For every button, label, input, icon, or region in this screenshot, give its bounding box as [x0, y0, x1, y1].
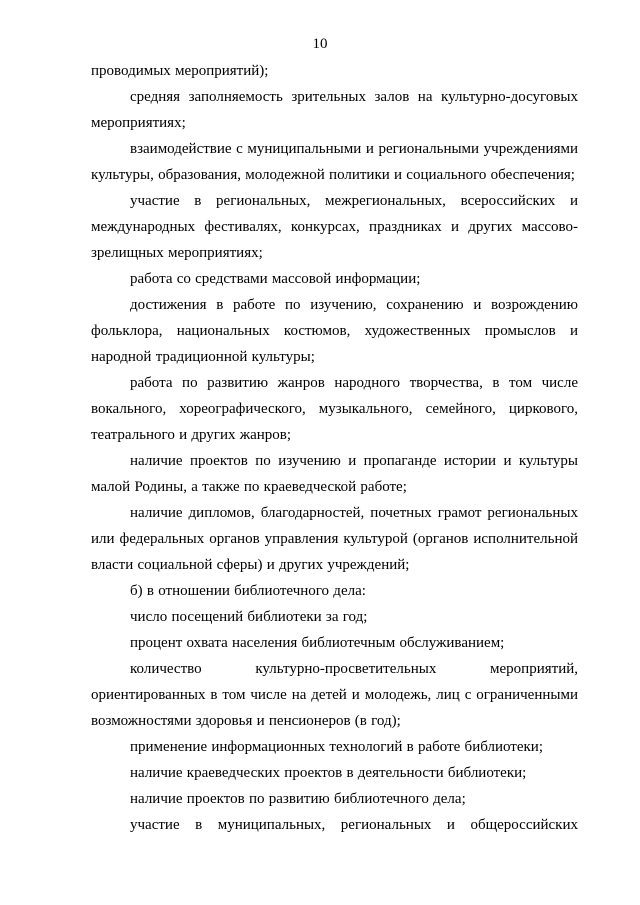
paragraph: наличие дипломов, благодарностей, почетных грамот региональных или федеральных органов управления культурой (органов исполнительной власти социальной сферы) и других учреждений; [91, 505, 578, 573]
paragraph: количество культурно-просветительных мероприятий, ориентированных в том числе на детей и молодежь, лиц с ограниченными возможностями здоровья и пенсионеров (в год); [91, 661, 578, 729]
paragraph: б) в отношении библиотечного дела: [130, 583, 366, 599]
paragraph: взаимодействие с муниципальными и региональными учреждениями культуры, образования, молодежной политики и социального обеспечения; [91, 141, 578, 183]
paragraph: достижения в работе по изучению, сохранению и возрождению фольклора, национальных костюмов, художественных промыслов и народной традиционной культуры; [91, 297, 578, 365]
paragraph: число посещений библиотеки за год; [130, 609, 368, 625]
page-number: 10 [312, 36, 328, 52]
paragraph: наличие проектов по изучению и пропаганде истории и культуры малой Родины, а также по краеведческой работе; [91, 453, 578, 495]
paragraph: применение информационных технологий в работе библиотеки; [130, 739, 543, 755]
paragraph: наличие проектов по развитию библиотечного дела; [130, 791, 466, 807]
paragraph: наличие краеведческих проектов в деятельности библиотеки; [130, 765, 527, 781]
paragraph: работа по развитию жанров народного творчества, в том числе вокального, хореографического, музыкального, семейного, циркового, театрального и других жанров; [91, 375, 578, 443]
paragraph: работа со средствами массовой информации; [130, 271, 421, 287]
paragraph: средняя заполняемость зрительных залов на культурно-досуговых мероприятиях; [91, 89, 578, 131]
paragraph: проводимых мероприятий); [91, 63, 269, 79]
paragraph: процент охвата населения библиотечным обслуживанием; [130, 635, 505, 651]
document-body [91, 58, 578, 838]
paragraph: участие в муниципальных, региональных и общероссийских [130, 817, 578, 833]
paragraph: участие в региональных, межрегиональных, всероссийских и международных фестивалях, конкурсах, праздниках и других массово-зрелищных мероприятиях; [91, 193, 578, 261]
